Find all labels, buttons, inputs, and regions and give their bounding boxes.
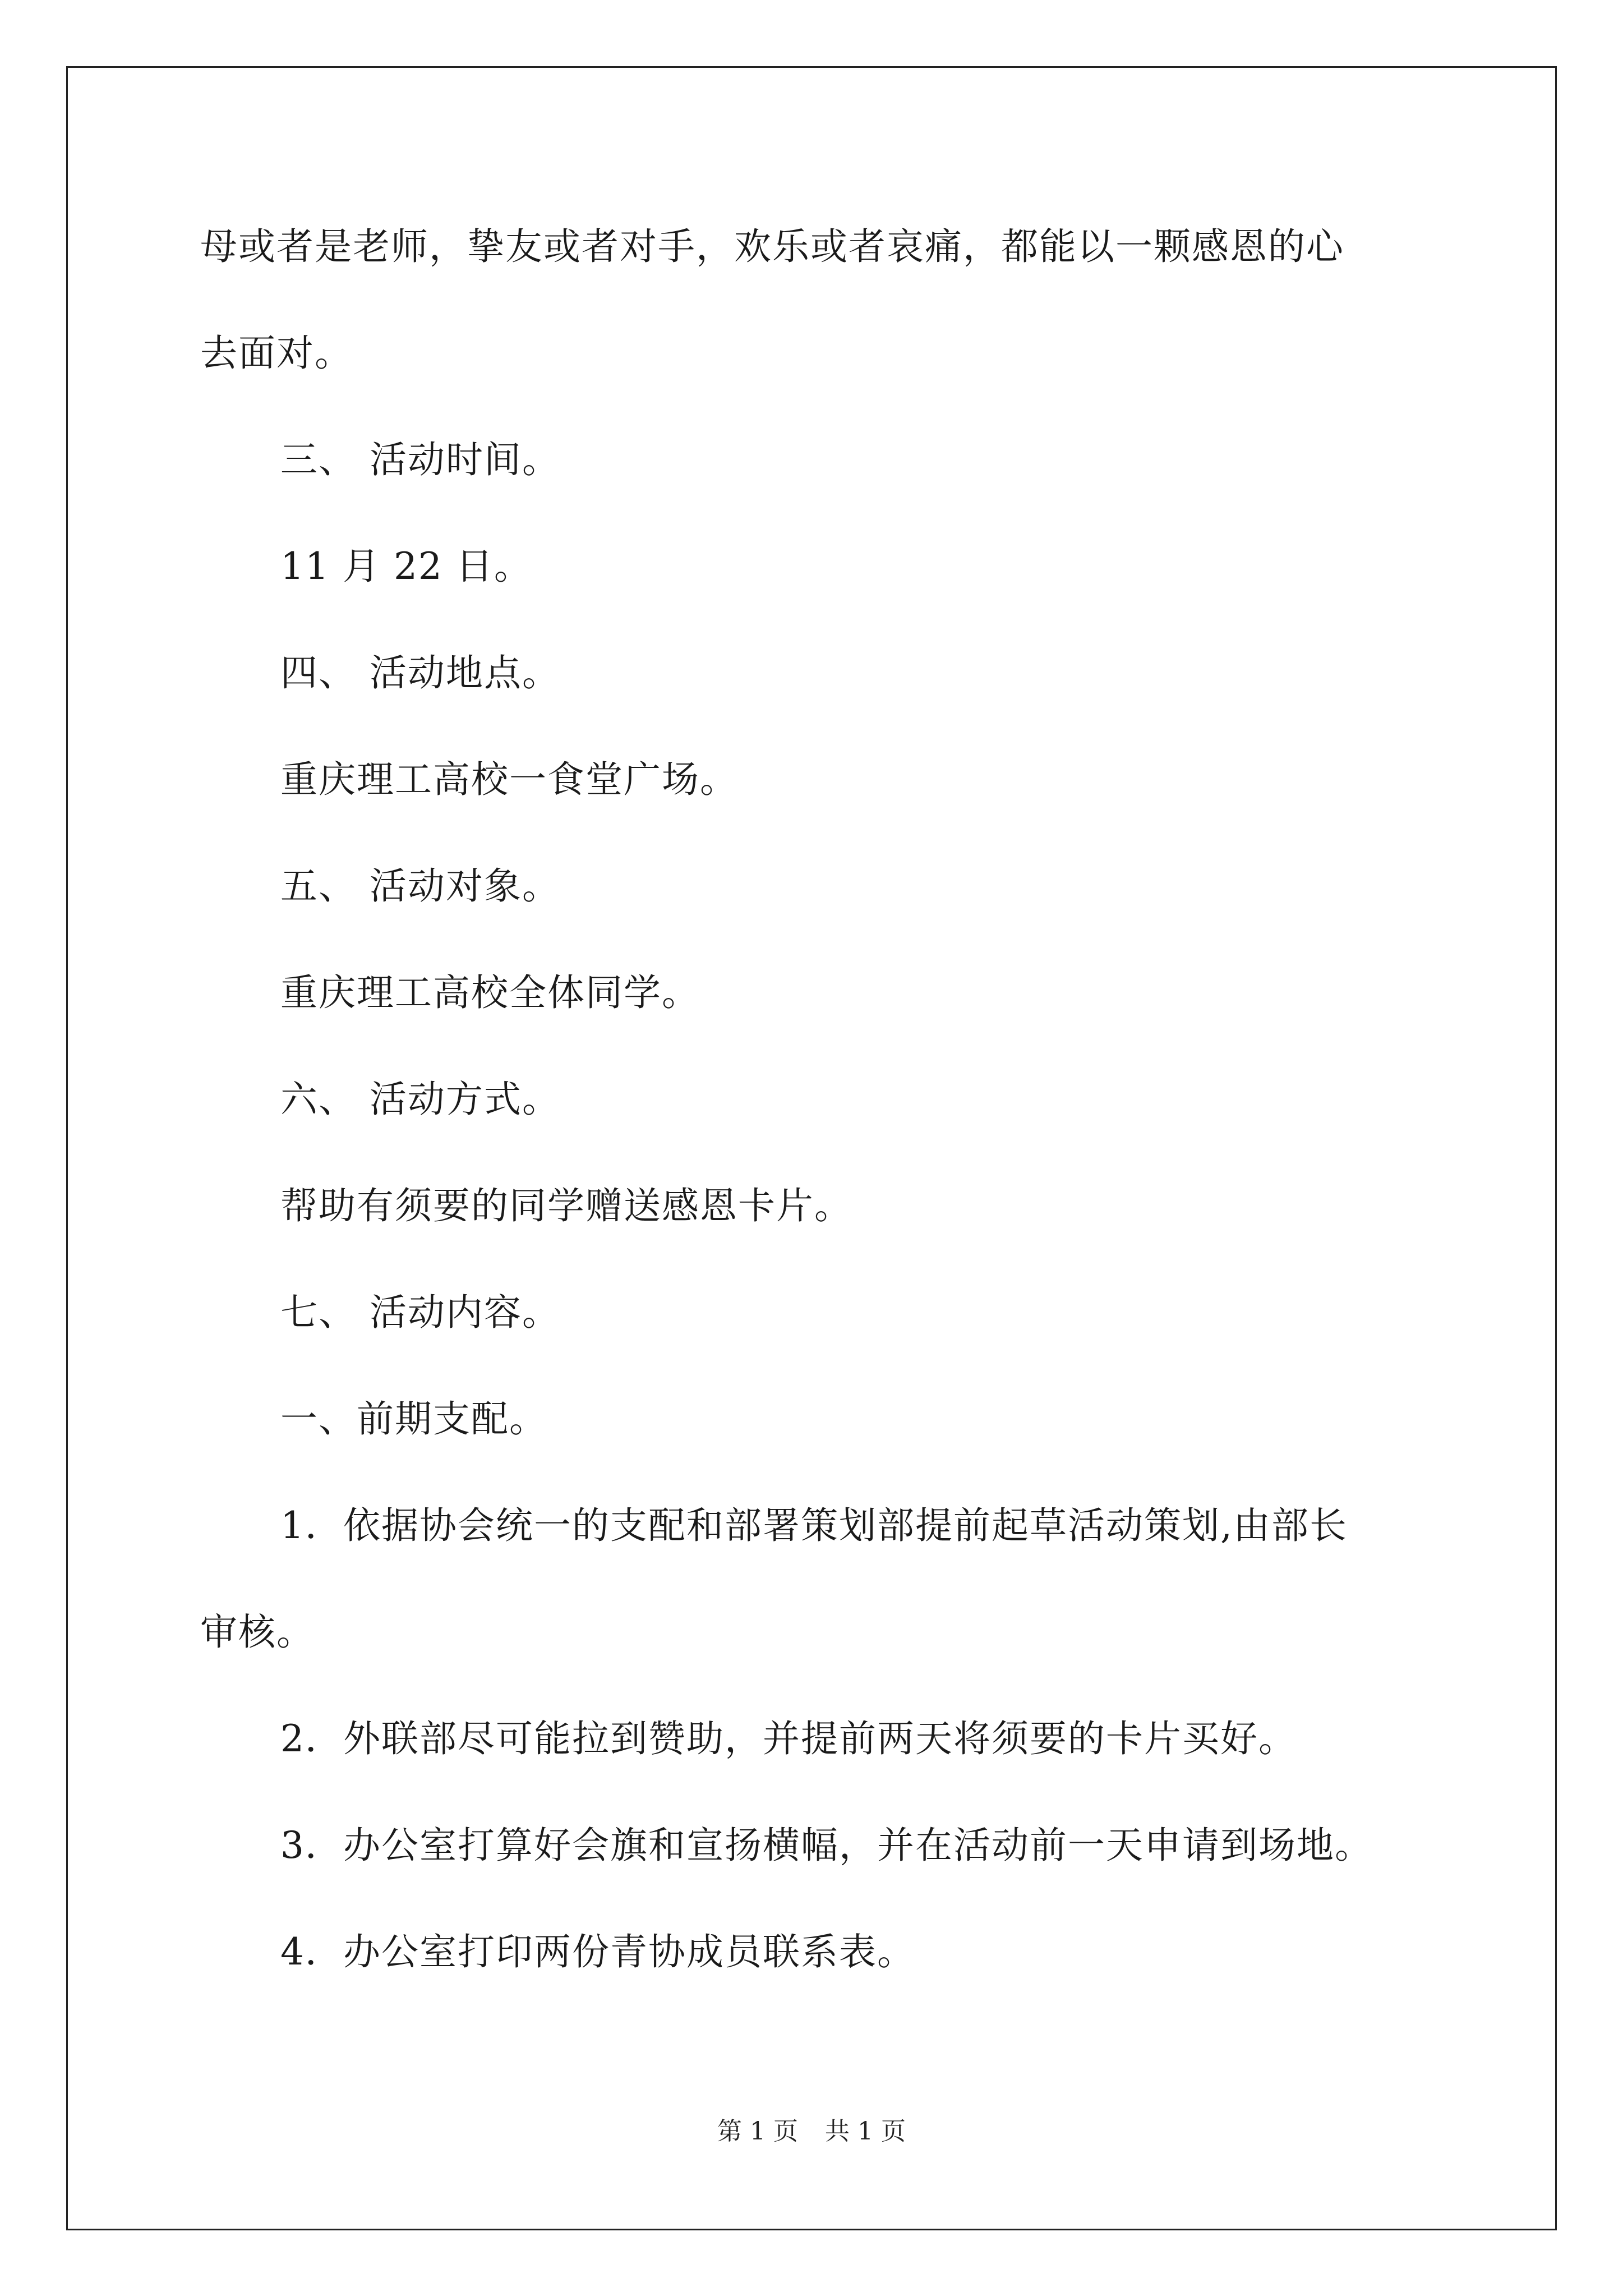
page-number-current: 第 1 页 — [717, 2117, 798, 2146]
section-heading-audience: 五、 活动对象。 — [280, 864, 560, 908]
body-line-method: 帮助有须要的同学赠送感恩卡片。 — [280, 1184, 852, 1227]
section-heading-method: 六、 活动方式。 — [280, 1078, 560, 1121]
list-item-3: 3．办公室打算好会旗和宣扬横幅，并在活动前一天申请到场地。 — [280, 1824, 1373, 1867]
list-item-2: 2．外联部尽可能拉到赞助，并提前两天将须要的卡片买好。 — [280, 1717, 1297, 1760]
page-border — [66, 66, 1557, 2230]
body-line-location: 重庆理工高校一食堂广场。 — [280, 758, 738, 801]
page-number-total: 共 1 页 — [825, 2117, 906, 2146]
body-line-date: 11 月 22 日。 — [280, 545, 532, 588]
section-heading-location: 四、 活动地点。 — [280, 651, 560, 694]
page-footer — [0, 2116, 1623, 2147]
section-heading-time: 三、 活动时间。 — [280, 438, 560, 481]
body-line-2: 去面对。 — [200, 332, 353, 375]
list-item-1-continued: 审核。 — [200, 1611, 315, 1654]
subsection-heading-preparation: 一、前期支配。 — [280, 1397, 547, 1441]
section-heading-content: 七、 活动内容。 — [280, 1291, 560, 1334]
list-item-1: 1．依据协会统一的支配和部署策划部提前起草活动策划,由部长 — [280, 1504, 1348, 1547]
body-line-audience: 重庆理工高校全体同学。 — [280, 971, 700, 1014]
body-line-1: 母或者是老师，挚友或者对手，欢乐或者哀痛，都能以一颗感恩的心 — [200, 225, 1344, 268]
list-item-4: 4．办公室打印两份青协成员联系表。 — [280, 1930, 915, 1973]
